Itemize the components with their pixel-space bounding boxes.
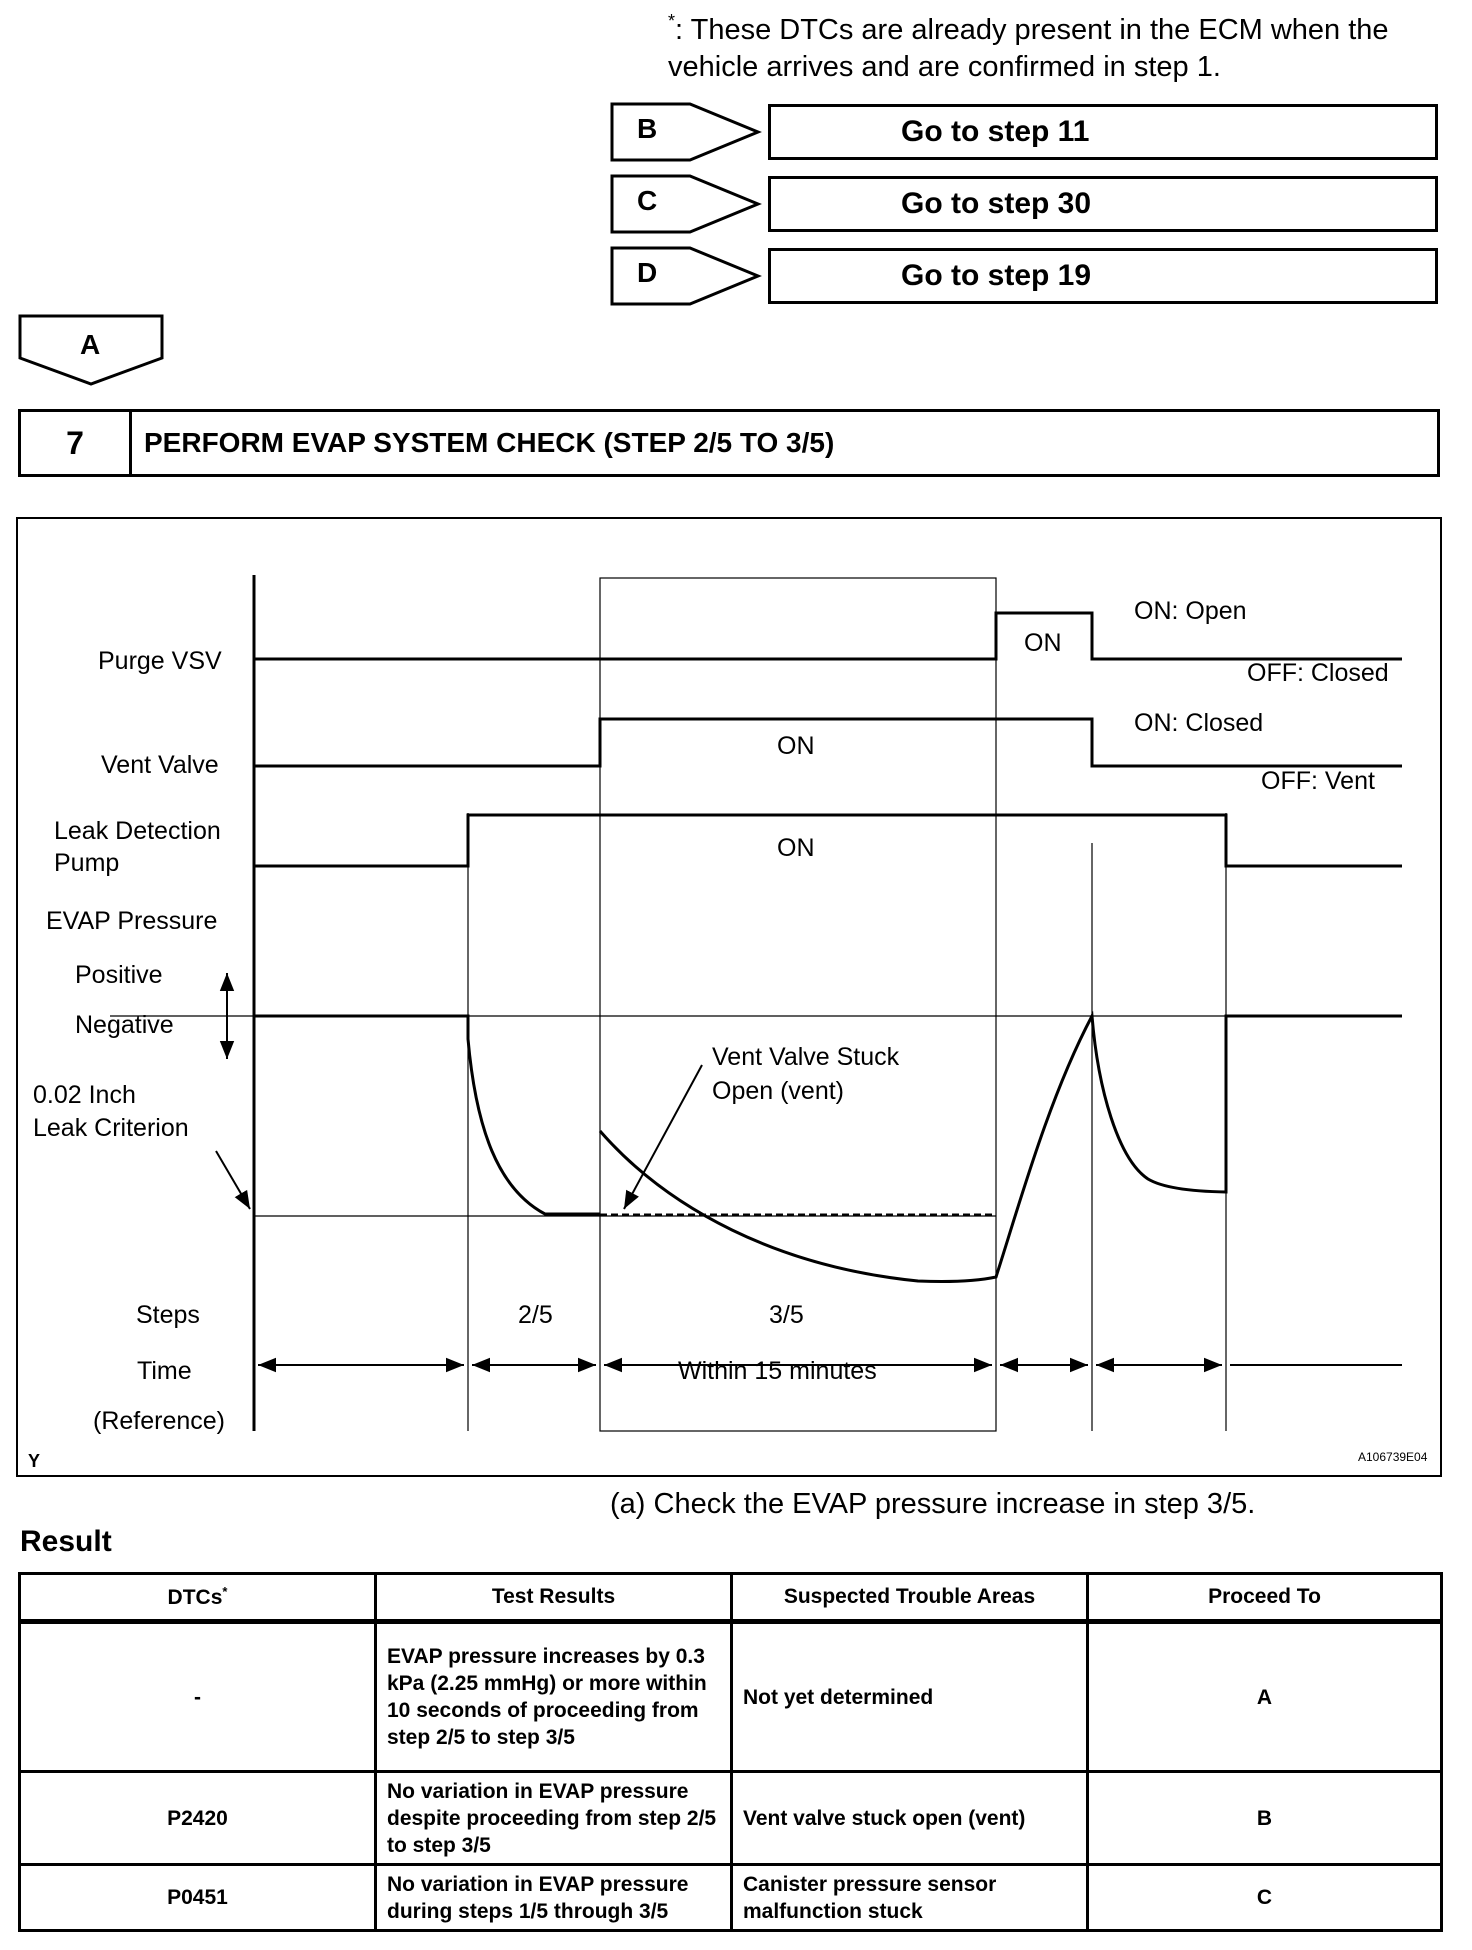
branch-arrow-d	[612, 248, 758, 304]
cell-dtc: P0451	[20, 1865, 376, 1931]
label-pump-2: Pump	[54, 849, 120, 877]
footnote-marker: *	[668, 11, 676, 31]
branch-label-b: B	[637, 113, 658, 144]
cell-suspected-area: Not yet determined	[732, 1622, 1088, 1772]
step-header	[18, 409, 1440, 477]
label-reference: (Reference)	[93, 1407, 225, 1435]
cell-dtc: -	[20, 1622, 376, 1772]
cell-test-result: No variation in EVAP pressure despite proceeding from step 2/5 to step 3/5	[376, 1772, 732, 1865]
figure-id: A106739E04	[1358, 1450, 1428, 1464]
header-dtcs-marker: *	[222, 1584, 228, 1599]
label-step-2-5: 2/5	[518, 1301, 553, 1329]
result-title: Result	[20, 1525, 112, 1558]
label-criterion-2: Leak Criterion	[33, 1114, 189, 1142]
state-purge-off-closed: OFF: Closed	[1247, 659, 1389, 687]
criterion-pointer	[216, 1151, 250, 1209]
header-test-results: Test Results	[376, 1574, 732, 1622]
label-criterion-1: 0.02 Inch	[33, 1081, 136, 1109]
state-vent-on-closed: ON: Closed	[1134, 709, 1264, 737]
cell-suspected-area: Canister pressure sensor malfunction stuck	[732, 1865, 1088, 1931]
branch-label-c: C	[637, 185, 658, 216]
state-pump-on: ON	[777, 834, 815, 862]
goto-box-c	[768, 176, 1438, 232]
branch-arrow-c	[612, 176, 758, 232]
label-negative: Negative	[75, 1011, 174, 1039]
goto-text: Go to step 19	[901, 259, 1092, 292]
state-purge-on: ON	[1024, 629, 1062, 657]
pump-signal	[254, 815, 1402, 866]
cell-test-result: No variation in EVAP pressure during steps 1/5 through 3/5	[376, 1865, 732, 1931]
header-proceed-to: Proceed To	[1088, 1574, 1442, 1622]
cell-proceed: C	[1088, 1865, 1442, 1931]
goto-text: Go to step 30	[901, 187, 1092, 220]
label-evap-pressure: EVAP Pressure	[46, 907, 218, 935]
check-caption: (a) Check the EVAP pressure increase in step 3/5.	[610, 1488, 1256, 1520]
goto-box-d	[768, 248, 1438, 304]
table-row	[20, 1622, 1442, 1772]
step-number: 7	[21, 412, 132, 474]
evap-pressure-curve	[254, 1016, 600, 1214]
state-purge-on-open: ON: Open	[1134, 597, 1247, 625]
proceed-label-a: A	[80, 329, 101, 360]
branch-label-d: D	[637, 257, 658, 288]
result-table	[18, 1572, 1443, 1932]
label-step-3-5: 3/5	[769, 1301, 804, 1329]
state-vent-off-vent: OFF: Vent	[1261, 767, 1375, 795]
state-vent-on: ON	[777, 732, 815, 760]
cell-proceed: B	[1088, 1772, 1442, 1865]
table-row	[20, 1865, 1442, 1931]
cell-test-result: EVAP pressure increases by 0.3 kPa (2.25 mmHg) or more within 10 seconds of proceeding from step 2/5 to step 3/5	[376, 1622, 732, 1772]
branch-arrow-b	[612, 104, 758, 160]
label-positive: Positive	[75, 961, 163, 989]
corner-mark: Y	[28, 1451, 41, 1471]
step-title: PERFORM EVAP SYSTEM CHECK (STEP 2/5 TO 3/5)	[144, 427, 835, 458]
annotation-vent-stuck-1: Vent Valve Stuck	[712, 1043, 900, 1071]
label-time: Time	[137, 1357, 192, 1385]
label-purge-vsv: Purge VSV	[98, 647, 222, 675]
cell-proceed: A	[1088, 1622, 1442, 1772]
timing-diagram	[16, 517, 1442, 1477]
table-row	[20, 1772, 1442, 1865]
header-suspected-areas: Suspected Trouble Areas	[732, 1574, 1088, 1622]
goto-box-b	[768, 104, 1438, 160]
cell-suspected-area: Vent valve stuck open (vent)	[732, 1772, 1088, 1865]
timing-diagram-svg	[18, 519, 1440, 1475]
label-within-15-min: Within 15 minutes	[678, 1357, 877, 1385]
header-dtcs: DTCs*	[20, 1574, 376, 1622]
annotation-vent-stuck-2: Open (vent)	[712, 1077, 845, 1105]
goto-text: Go to step 11	[901, 115, 1090, 148]
table-header-row	[20, 1574, 1442, 1622]
cell-dtc: P2420	[20, 1772, 376, 1865]
label-pump-1: Leak Detection	[54, 817, 221, 845]
label-steps: Steps	[136, 1301, 200, 1329]
footnote-text: : These DTCs are already present in the ECM when the vehicle arrives and are confirmed in step 1.	[668, 14, 1389, 83]
label-vent-valve: Vent Valve	[101, 751, 219, 779]
